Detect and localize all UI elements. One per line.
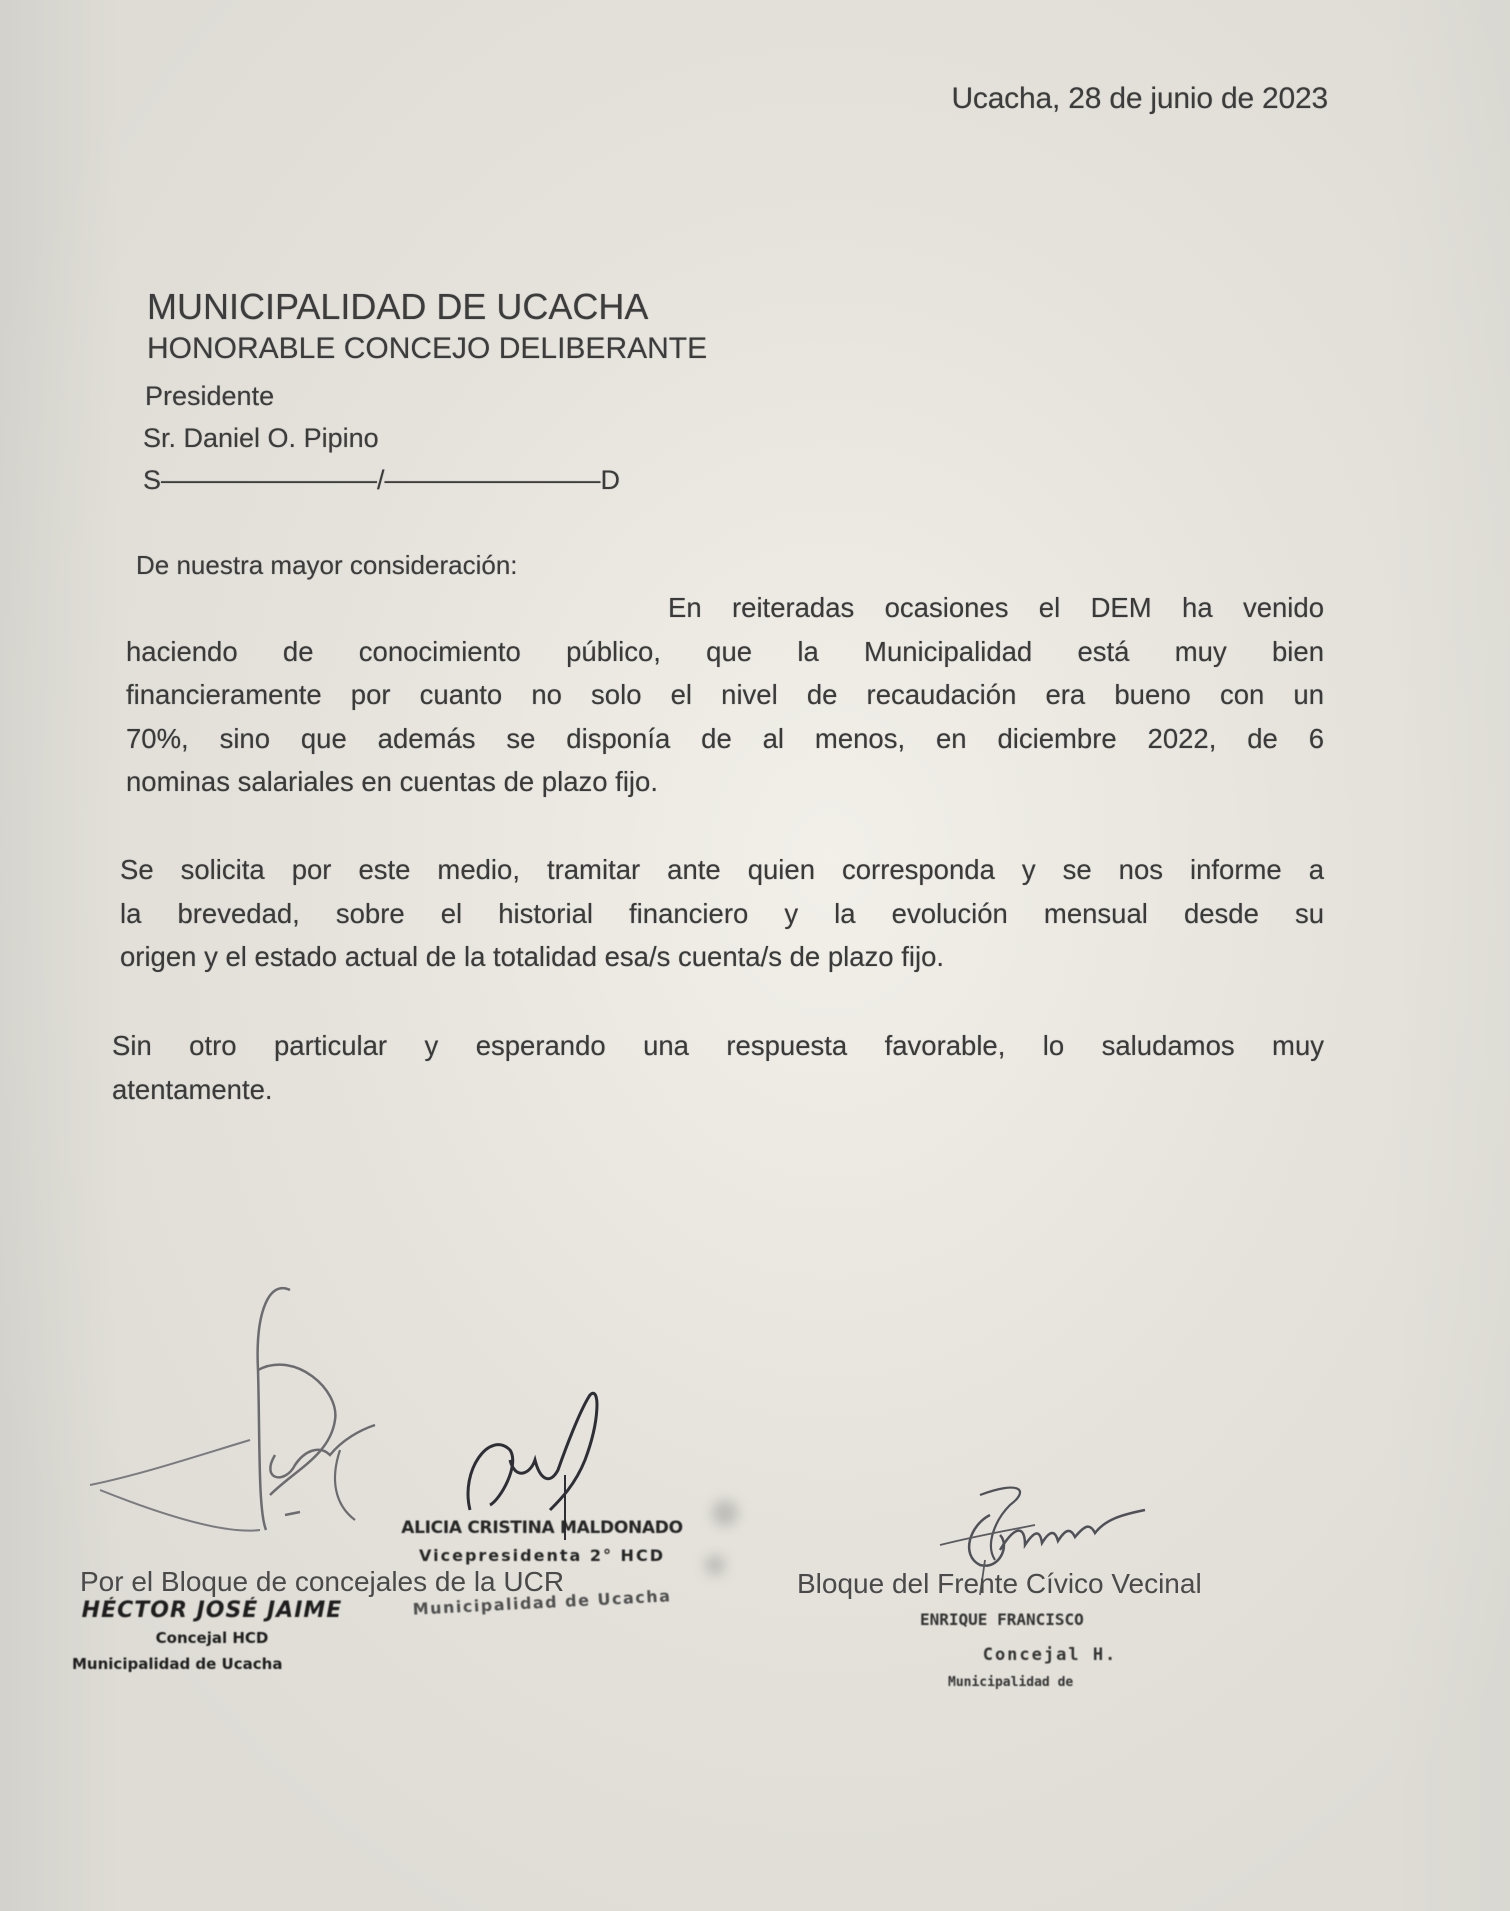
handwritten-signature-icon [80, 1280, 380, 1540]
recipient-name: Sr. Daniel O. Pipino [143, 423, 379, 453]
stamp-name: HÉCTOR JOSÉ JAIME [81, 1598, 343, 1623]
paragraph-line: financieramente por cuanto no solo el nivel de recaudación era bueno con un [126, 679, 1324, 710]
stamp-hector-jaime [72, 1598, 352, 1673]
ink-smudge [705, 1555, 725, 1575]
stamp-enrique-francisco [920, 1610, 1180, 1690]
recipient-body: HONORABLE CONCEJO DELIBERANTE [147, 332, 708, 365]
paragraph-2 [120, 848, 1324, 979]
paragraph-1 [126, 586, 1324, 804]
recipient-role: Presidente [145, 381, 275, 411]
stamp-title: Concejal H. [982, 1645, 1118, 1665]
place-date: Ucacha, 28 de junio de 2023 [951, 82, 1328, 115]
salutation-abbrev: S————————/————————D [143, 465, 621, 495]
paragraph-line: Sin otro particular y esperando una respuesta favorable, lo saludamos muy [112, 1030, 1324, 1061]
paragraph-line: Se solicita por este medio, tramitar ante quien corresponda y se nos informe a [120, 854, 1324, 885]
stamp-name: ALICIA CRISTINA MALDONADO [401, 1518, 683, 1538]
stamp-entity: Municipalidad de Ucacha [72, 1655, 283, 1673]
stamp-alicia-maldonado [392, 1518, 692, 1619]
paragraph-line: la brevedad, sobre el historial financiero y la evolución mensual desde su [120, 897, 1324, 929]
stamp-name: ENRIQUE FRANCISCO [920, 1610, 1084, 1629]
block-label-ucr: Por el Bloque de concejales de la UCR [80, 1566, 565, 1597]
stamp-title: Vicepresidenta 2° HCD [419, 1546, 665, 1565]
greeting: De nuestra mayor consideración: [136, 550, 518, 580]
stamp-entity: Municipalidad de [948, 1675, 1074, 1690]
recipient-institution: MUNICIPALIDAD DE UCACHA [147, 286, 649, 327]
stamp-title: Concejal HCD [155, 1629, 269, 1647]
paragraph-line: 70%, sino que además se disponía de al menos, en diciembre 2022, de 6 [126, 722, 1324, 754]
stamp-entity: Municipalidad de Ucacha [412, 1586, 672, 1619]
paragraph-line: origen y el estado actual de la totalidad esa/s cuenta/s de plazo fijo. [120, 941, 945, 972]
block-label-frente-civico: Bloque del Frente Cívico Vecinal [797, 1568, 1202, 1599]
ink-smudge [712, 1500, 738, 1526]
paragraph-line: nominas salariales en cuentas de plazo fijo. [126, 766, 658, 797]
paragraph-line: atentamente. [112, 1073, 273, 1105]
paragraph-3 [112, 1024, 1324, 1111]
paragraph-line: En reiteradas ocasiones el DEM ha venido [668, 592, 1324, 623]
paragraph-line: haciendo de conocimiento público, que la Municipalidad está muy bien [126, 635, 1324, 667]
